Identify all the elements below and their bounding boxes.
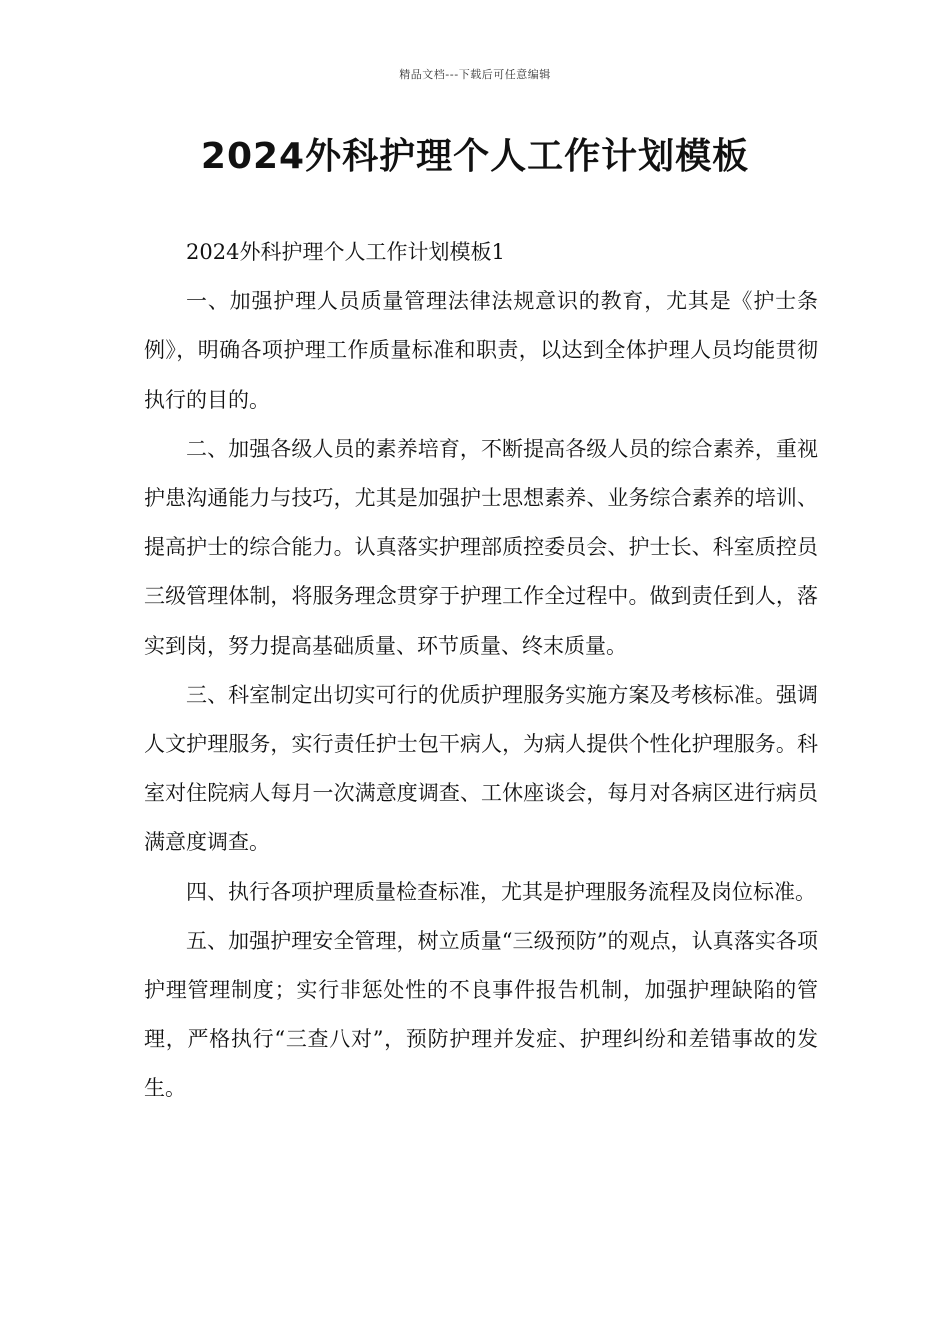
- paragraph-4: 四、执行各项护理质量检查标准，尤其是护理服务流程及岗位标准。: [186, 879, 816, 904]
- paragraph-1: 一、加强护理人员质量管理法律法规意识的教育，尤其是《护士条例》，明确各项护理工作质量标准和职责，以达到全体护理人员均能贯彻执行的目的。: [144, 289, 818, 412]
- document-title: 2024外科护理个人工作计划模板: [200, 136, 750, 177]
- paragraph-2: 二、加强各级人员的素养培育，不断提高各级人员的综合素养，重视护患沟通能力与技巧，尤其是加强护士思想素养、业务综合素养的培训、提高护士的综合能力。认真落实护理部质控委员会、护士长、科室质控员三级管理体制，将服务理念贯穿于护理工作全过程中。做到责任到人，落实到岗，努力提高基础质量、环节质量、终末质量。: [144, 436, 818, 658]
- paragraph-subtitle: 2024外科护理个人工作计划模板1: [186, 240, 505, 264]
- paragraph-5: 五、加强护理安全管理，树立质量“三级预防”的观点，认真落实各项护理管理制度；实行非惩处性的不良事件报告机制，加强护理缺陷的管理，严格执行“三查八对”，预防护理并发症、护理纠纷和差错事故的发生。: [144, 928, 818, 1101]
- document-body: [144, 228, 818, 1114]
- header-note: 精品文档---下载后可任意编辑: [399, 68, 551, 81]
- paragraph-3: 三、科室制定出切实可行的优质护理服务实施方案及考核标准。强调人文护理服务，实行责任护士包干病人，为病人提供个性化护理服务。科室对住院病人每月一次满意度调查、工休座谈会，每月对各病区进行病员满意度调查。: [144, 682, 818, 855]
